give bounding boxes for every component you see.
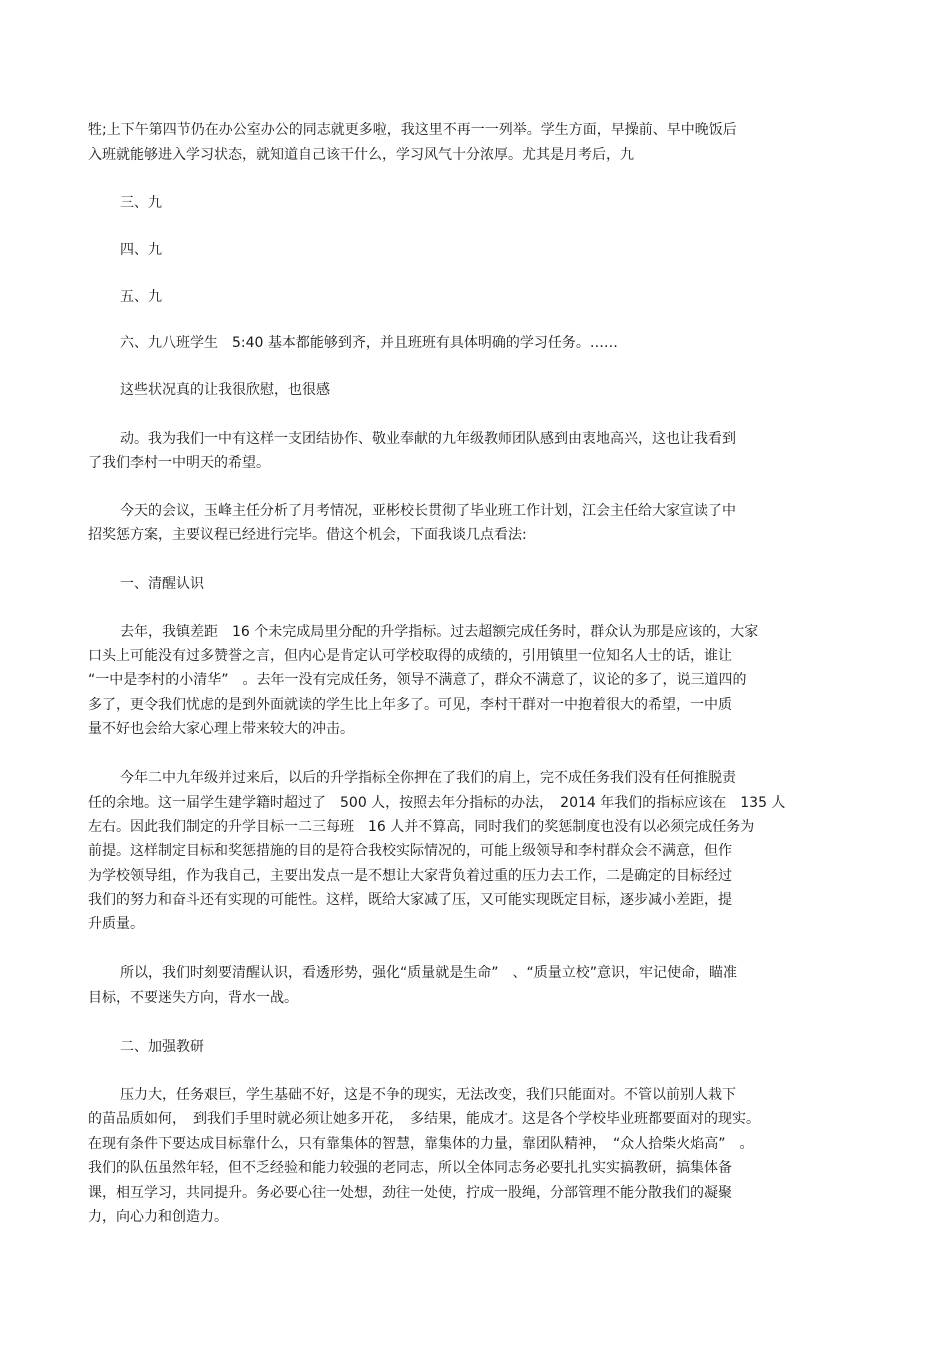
text-line: 的苗品质如何， 到我们手里时就必须让她多开花， 多结果，能成才。这是各个学校毕业班都要面对的现实。 — [88, 1111, 760, 1127]
section-heading: 一、清醒认识 — [120, 576, 204, 592]
text-line: 入班就能够进入学习状态，就知道自己该干什么，学习风气十分浓厚。尤其是月考后，九 — [88, 147, 634, 163]
text-line: 所以，我们时刻要清醒认识，看透形势，强化“质量就是生命” 、“质量立校”意识，牢记使命，瞄准 — [120, 965, 738, 981]
text-line: 六、九八班学生 5:40 基本都能够到齐，并且班班有具体明确的学习任务。…… — [120, 335, 618, 351]
text-line: 我们的努力和奋斗还有实现的可能性。这样，既给大家减了压，又可能实现既定目标，逐步减小差距，提 — [88, 892, 732, 908]
text-line: 在现有条件下要达成目标靠什么，只有靠集体的智慧，靠集体的力量，靠团队精神， “众人拾柴火焰高” 。 — [88, 1136, 754, 1152]
section-marker: 四、九 — [120, 242, 162, 258]
text-line: 招奖惩方案，主要议程已经进行完毕。借这个机会，下面我谈几点看法: — [88, 527, 527, 543]
text-line: 去年，我镇差距 16 个未完成局里分配的升学指标。过去超额完成任务时，群众认为那是应该的，大家 — [120, 624, 759, 640]
text-line: 了我们李村一中明天的希望。 — [88, 455, 270, 471]
text-line: 任的余地。这一届学生建学籍时超过了 500 人，按照去年分指标的办法， 2014 年我们的指标应该在 135 人 — [88, 795, 786, 811]
text-line: “一中是李村的小清华” 。去年一没有完成任务，领导不满意了，群众不满意了，议论的多了，说三道四的 — [88, 672, 747, 688]
text-line: 多了，更令我们忧虑的是到外面就读的学生比上年多了。可见，李村干群对一中抱着很大的希望，一中质 — [88, 697, 732, 713]
text-line: 力，向心力和创造力。 — [88, 1209, 228, 1225]
text-line: 这些状况真的让我很欣慰，也很感 — [120, 382, 330, 398]
text-line: 升质量。 — [88, 916, 144, 932]
text-line: 量不好也会给大家心理上带来较大的冲击。 — [88, 721, 354, 737]
text-line: 压力大，任务艰巨，学生基础不好，这是不争的现实，无法改变，我们只能面对。不管以前别人栽下 — [120, 1087, 736, 1103]
text-line: 我们的队伍虽然年轻，但不乏经验和能力较强的老同志，所以全体同志务必要扎扎实实搞教研，搞集体备 — [88, 1160, 732, 1176]
section-heading: 二、加强教研 — [120, 1039, 204, 1055]
text-line: 口头上可能没有过多赞誉之言，但内心是肯定认可学校取得的成绩的，引用镇里一位知名人士的话，谁让 — [88, 648, 732, 664]
text-line: 为学校领导组，作为我自己，主要出发点一是不想让大家背负着过重的压力去工作，二是确定的目标经过 — [88, 868, 732, 884]
text-line: 今天的会议，玉峰主任分析了月考情况，亚彬校长贯彻了毕业班工作计划，江会主任给大家宣读了中 — [120, 503, 736, 519]
text-line: 牲;上下午第四节仍在办公室办公的同志就更多啦，我这里不再一一列举。学生方面，早操前、早中晚饭后 — [88, 122, 737, 138]
section-marker: 五、九 — [120, 289, 162, 305]
text-line: 目标，不要迷失方向，背水一战。 — [88, 990, 298, 1006]
text-line: 今年二中九年级并过来后，以后的升学指标全你押在了我们的肩上，完不成任务我们没有任何推脱责 — [120, 770, 736, 786]
text-line: 动。我为我们一中有这样一支团结协作、敬业奉献的九年级教师团队感到由衷地高兴，这也让我看到 — [120, 431, 736, 447]
text-line: 课，相互学习，共同提升。务必要心往一处想，劲往一处使，拧成一股绳，分部管理不能分散我们的凝聚 — [88, 1185, 732, 1201]
text-line: 前提。这样制定目标和奖惩措施的目的是符合我校实际情况的，可能上级领导和李村群众会不满意，但作 — [88, 843, 732, 859]
text-line: 左右。因此我们制定的升学目标一二三每班 16 人并不算高，同时我们的奖惩制度也没有以必须完成任务为 — [88, 819, 755, 835]
section-marker: 三、九 — [120, 195, 162, 211]
